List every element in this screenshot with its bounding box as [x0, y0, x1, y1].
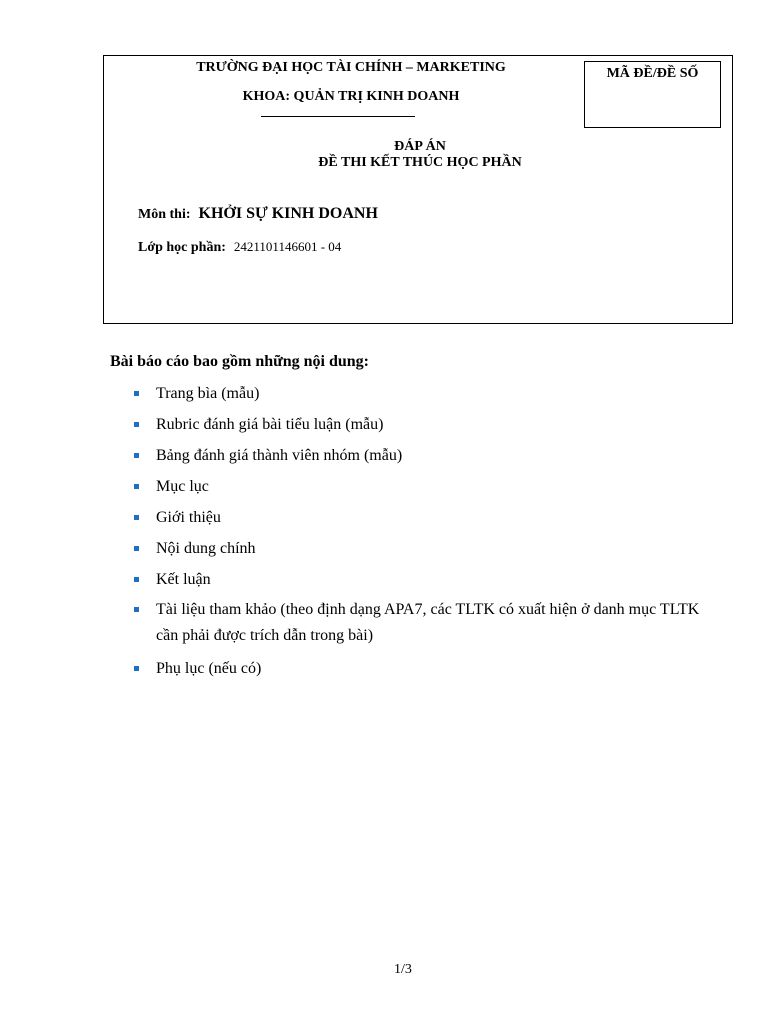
list-item: [156, 505, 716, 531]
class-value: 2421101146601 - 04: [233, 239, 342, 254]
content-heading: Bài báo cáo bao gồm những nội dung:: [110, 353, 370, 370]
list-item: [156, 443, 716, 469]
subject-line: [138, 205, 378, 223]
list-item-text: Mục lục: [156, 478, 209, 495]
list-item: [156, 412, 716, 438]
subject-value: KHỞI SỰ KINH DOANH: [198, 205, 378, 222]
list-item: [156, 536, 716, 562]
square-bullet-icon: [134, 515, 139, 520]
list-item-text: Rubric đánh giá bài tiểu luận (mẫu): [156, 416, 384, 433]
list-item-text: Phụ lục (nếu có): [156, 660, 262, 677]
list-item-text: Nội dung chính: [156, 540, 256, 557]
faculty-underline: [261, 116, 415, 117]
square-bullet-icon: [134, 607, 139, 612]
exam-header-box: [103, 55, 733, 324]
square-bullet-icon: [134, 546, 139, 551]
list-item: [156, 656, 716, 682]
list-item-text: Tài liệu tham khảo (theo định dạng APA7, các TLTK có xuất hiện ở danh mục TLTK cần phải được trích dẫn trong bài): [156, 601, 700, 644]
class-label: Lớp học phần:: [138, 240, 226, 255]
square-bullet-icon: [134, 666, 139, 671]
title-line-exam: ĐỀ THI KẾT THÚC HỌC PHẦN: [318, 155, 522, 170]
square-bullet-icon: [134, 422, 139, 427]
list-item: [156, 474, 716, 500]
class-line: [138, 238, 341, 256]
exam-code-box: [584, 61, 721, 128]
square-bullet-icon: [134, 577, 139, 582]
page-number: 1/3: [394, 962, 412, 977]
list-item-text: Giới thiệu: [156, 509, 221, 526]
subject-label: Môn thi:: [138, 207, 191, 222]
list-item: [156, 597, 716, 649]
faculty-name: KHOA: QUẢN TRỊ KINH DOANH: [242, 89, 460, 104]
document-title: [104, 139, 734, 171]
square-bullet-icon: [134, 453, 139, 458]
title-line-answer-key: ĐÁP ÁN: [394, 139, 446, 154]
list-item-text: Kết luận: [156, 571, 211, 588]
list-item-text: Trang bìa (mẫu): [156, 385, 260, 402]
square-bullet-icon: [134, 391, 139, 396]
school-name: TRƯỜNG ĐẠI HỌC TÀI CHÍNH – MARKETING: [196, 60, 506, 75]
square-bullet-icon: [134, 484, 139, 489]
list-item: [156, 381, 716, 407]
list-item-text: Bảng đánh giá thành viên nhóm (mẫu): [156, 447, 403, 464]
list-item: [156, 567, 716, 593]
exam-code-label: MÃ ĐỀ/ĐỀ SỐ: [606, 66, 699, 81]
